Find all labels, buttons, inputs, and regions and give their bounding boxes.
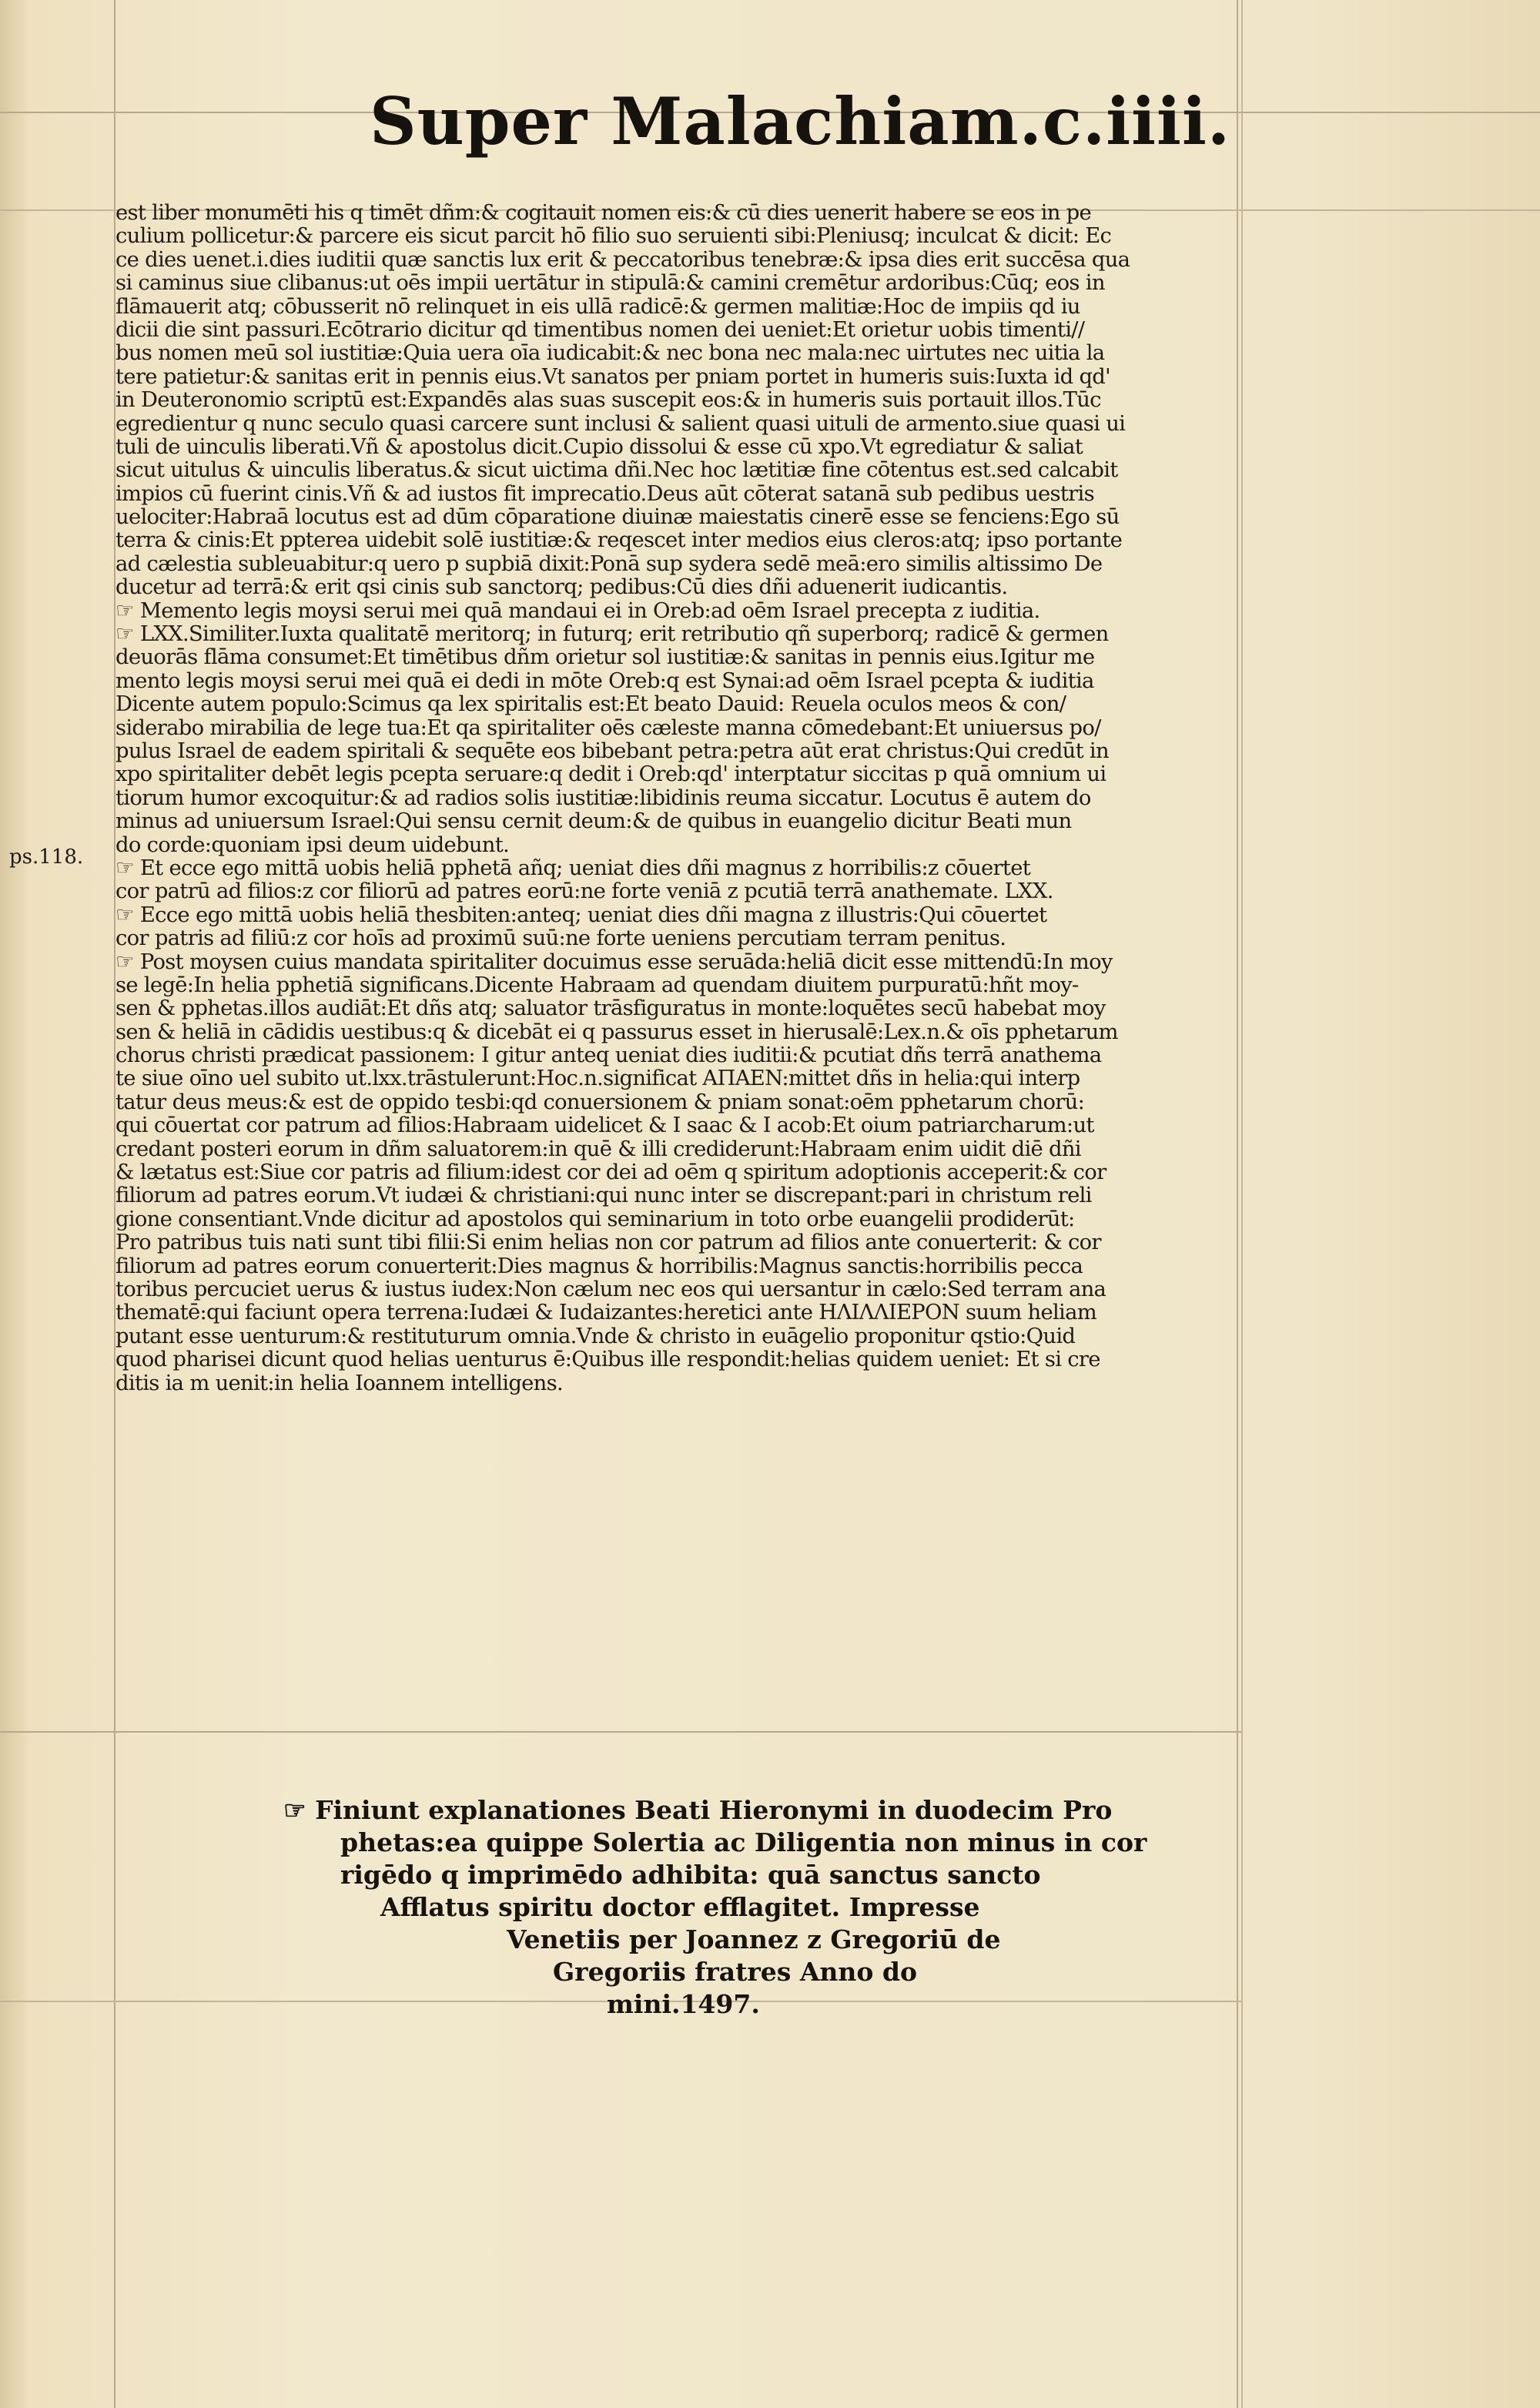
text-line: filiorum ad patres eorum.Vt iudæi & christiani:qui nunc inter se discrepant:pari in christum reli: [116, 1184, 1092, 1208]
text-line: dicii die sint passuri.Ecōtrario dicitur qd timentibus nomen dei ueniet:Et orietur uobis timenti//: [116, 318, 1085, 342]
text-line: in Deuteronomio scriptū est:Expandēs alas suas suscepit eos:& in humeris suis portauit illos.Tūc: [116, 389, 1101, 413]
text-line: ☞ LXX.Similiter.Iuxta qualitatē meritorq; in futurq; erit retributio qñ superborq; radicē & germen: [116, 623, 1109, 647]
text-line: sen & pphetas.illos audiāt:Et dñs atq; saluator trāsfiguratus in monte:loquētes secū habebat moy: [116, 997, 1106, 1021]
text-line: ducetur ad terrā:& erit qsi cinis sub sanctorq; pedibus:Cū dies dñi aduenerit iudicantis.: [116, 576, 1008, 600]
text-line: tiorum humor excoquitur:& ad radios solis iustitiæ:libidinis reuma siccatur. Locutus ē autem do: [116, 786, 1091, 810]
text-line: terra & cinis:Et ppterea uidebit solē iustitiæ:& reqescet inter medios eius cleros:atq; ipso portante: [116, 529, 1123, 553]
text-line: sicut uitulus & uinculis liberatus.& sicut uictima dñi.Nec hoc lætitiæ fine cōtentus est.sed calcabit: [116, 459, 1118, 483]
text-line: Pro patribus tuis nati sunt tibi filii:Si enim helias non cor patrum ad filios ante conuerterit: & cor: [116, 1231, 1101, 1255]
text-line: tatur deus meus:& est de oppido tesbi:qd conuersionem & pniam sonat:oēm pphetarum chorū:: [116, 1090, 1085, 1114]
colophon-line: mini.1497.: [607, 1989, 760, 2019]
body-text: [116, 202, 1232, 1395]
colophon: [283, 1794, 1147, 2021]
text-line: si caminus siue clibanus:ut oēs impii uertātur in stipulā:& camini cremētur ardoribus:Cūq; eos in: [116, 272, 1105, 296]
text-line: gione consentiant.Vnde dicitur ad apostolos qui seminarium in toto orbe euangelii prodiderūt:: [116, 1207, 1075, 1231]
colophon-line: Venetiis per Joannez z Gregoriū de: [507, 1924, 1001, 1954]
text-line: minus ad uniuersum Israel:Qui sensu cernit deum:& de quibus in euangelio dicitur Beati mun: [116, 810, 1072, 834]
margin-note: ps.118.: [9, 846, 84, 869]
text-line: Dicente autem populo:Scimus qa lex spiritalis est:Et beato Dauid: Reuela oculos meos & con/: [116, 693, 1066, 717]
page-title: Super Malachiam.c.iiii.: [370, 83, 1231, 159]
text-line: ditis ia m uenit:in helia Ioannem intelligens.: [116, 1371, 563, 1395]
colophon-line: ☞ Finiunt explanationes Beati Hieronymi in duodecim Pro: [283, 1795, 1113, 1825]
colophon-line: rigēdo q imprimēdo adhibita: quā sanctus sancto: [340, 1860, 1041, 1890]
text-line: se legē:In helia pphetiā significans.Dicente Habraam ad quendam diuitem purpuratū:hñt moy-: [116, 973, 1079, 997]
text-line: est liber monumēti his q timēt dñm:& cogitauit nomen eis:& cū dies uenerit habere se eos in pe: [116, 202, 1091, 225]
text-line: xpo spiritaliter debēt legis pcepta seruare:q dedit i Oreb:qd' interptatur siccitas p quā omnium ui: [116, 763, 1106, 787]
text-line: toribus percuciet uerus & iustus iudex:Non cælum nec eos qui uersantur in cælo:Sed terram ana: [116, 1278, 1106, 1301]
text-line: credant posteri eorum in dñm saluatorem:in quē & illi crediderunt:Habraam enim uidit diē dñi: [116, 1137, 1081, 1161]
text-line: tere patietur:& sanitas erit in pennis eius.Vt sanatos per pniam portet in humeris suis:Iuxta id qd': [116, 365, 1110, 389]
text-line: & lætatus est:Siue cor patris ad filium:idest cor dei ad oēm q spiritum adoptionis acceperit:& cor: [116, 1161, 1106, 1185]
text-line: quod pharisei dicunt quod helias uenturus ē:Quibus ille respondit:helias quidem ueniet: Et si cre: [116, 1348, 1100, 1372]
text-line: ce dies uenet.i.dies iuditii quæ sanctis lux erit & peccatoribus tenebræ:& ipsa dies erit succēsa qua: [116, 248, 1130, 272]
text-line: ☞ Ecce ego mittā uobis heliā thesbiten:anteq; ueniat dies dñi magna z illustris:Qui cōuertet: [116, 903, 1047, 927]
text-line: egredientur q nunc seculo quasi carcere sunt inclusi & salient quasi uituli de armento.siue quasi ui: [116, 412, 1126, 436]
text-line: te siue oīno uel subito ut.lxx.trāstulerunt:Hoc.n.significat AΠAEN:mittet dñs in helia:qui interp: [116, 1067, 1080, 1091]
text-line: impios cū fuerint cinis.Vñ & ad iustos fit imprecatio.Deus aūt cōterat satanā sub pedibus uestris: [116, 482, 1094, 506]
text-line: bus nomen meū sol iustitiæ:Quia uera oīa iudicabit:& nec bona nec mala:nec uirtutes nec uitia la: [116, 342, 1105, 366]
text-line: mento legis moysi serui mei quā ei dedi in mōte Oreb:q est Synai:ad oēm Israel pcepta & iuditia: [116, 669, 1094, 693]
text-bottom-rule: [0, 1731, 1241, 1733]
text-line: deuorās flāma consumet:Et timētibus dñm orietur sol iustitiæ:& sanitas in pennis eius.Igitur me: [116, 646, 1095, 670]
text-line: ☞ Post moysen cuius mandata spiritaliter docuimus esse seruāda:heliā dicit esse mittendū:In moy: [116, 950, 1113, 974]
text-line: siderabo mirabilia de lege tua:Et qa spiritaliter oēs cæleste manna cōmedebant:Et uniuersus po/: [116, 716, 1101, 740]
colophon-line: Afflatus spiritu doctor efflagitet. Impresse: [380, 1892, 980, 1922]
text-line: filiorum ad patres eorum conuerterit:Dies magnus & horribilis:Magnus sanctis:horribilis pecca: [116, 1254, 1083, 1278]
text-line: ad cælestia subleuabitur:q uero p supbiā dixit:Ponā sup sydera sedē meā:ero similis altissimo De: [116, 552, 1103, 576]
text-line: ☞ Et ecce ego mittā uobis heliā pphetā añq; ueniat dies dñi magnus z horribilis:z cōuertet: [116, 856, 1031, 880]
colophon-line: Gregoriis fratres Anno do: [553, 1957, 918, 1987]
text-line: culium pollicetur:& parcere eis sicut parcit hō filio suo seruienti sibi:Pleniusq; inculcat & dicit: Ec: [116, 225, 1112, 249]
text-line: tuli de uinculis liberati.Vñ & apostolus dicit.Cupio dissolui & esse cū xpo.Vt egrediatur & saliat: [116, 435, 1083, 459]
outer-margin-rule: [1241, 0, 1243, 2408]
right-text-rule: [1237, 0, 1238, 2408]
text-line: do corde:quoniam ipsi deum uidebunt.: [116, 833, 510, 857]
text-line: thematē:qui faciunt opera terrena:Iudæi & Iudaizantes:heretici ante ΗΛΙΛΛΙΕΡΟΝ suum heliam: [116, 1301, 1097, 1325]
text-line: cor patris ad filiū:z cor hoīs ad proximū suū:ne forte ueniens percutiam terram penitus.: [116, 927, 1006, 951]
colophon-line: phetas:ea quippe Solertia ac Diligentia non minus in cor: [340, 1827, 1147, 1857]
text-line: qui cōuertat cor patrum ad filios:Habraam uidelicet & I saac & I acob:Et oium patriarcharum:ut: [116, 1114, 1094, 1138]
text-line: putant esse uenturum:& restituturum omnia.Vnde & christo in euāgelio proponitur qstio:Quid: [116, 1325, 1076, 1348]
text-line: flāmauerit atq; cōbusserit nō relinquet in eis ullā radicē:& germen malitiæ:Hoc de impiis qd iu: [116, 295, 1080, 319]
text-line: sen & heliā in cādidis uestibus:q & dicebāt ei q passurus esset in hierusalē:Lex.n.& oīs pphetarum: [116, 1020, 1118, 1044]
text-line: chorus christi prædicat passionem: I gitur anteq ueniat dies iuditii:& pcutiat dñs terrā anathema: [116, 1044, 1102, 1068]
text-line: ☞ Memento legis moysi serui mei quā mandaui ei in Oreb:ad oēm Israel precepta z iuditia.: [116, 599, 1040, 623]
text-line: pulus Israel de eadem spiritali & sequēte eos bibebant petra:petra aūt erat christus:Qui credūt in: [116, 739, 1109, 763]
text-line: cor patrū ad filios:z cor filiorū ad patres eorū:ne forte veniā z pcutiā terrā anathemate. LXX.: [116, 880, 1053, 904]
text-line: uelociter:Habraā locutus est ad dūm cōparatione diuinæ maiestatis cinerē esse se fenciens:Ego sū: [116, 506, 1120, 530]
